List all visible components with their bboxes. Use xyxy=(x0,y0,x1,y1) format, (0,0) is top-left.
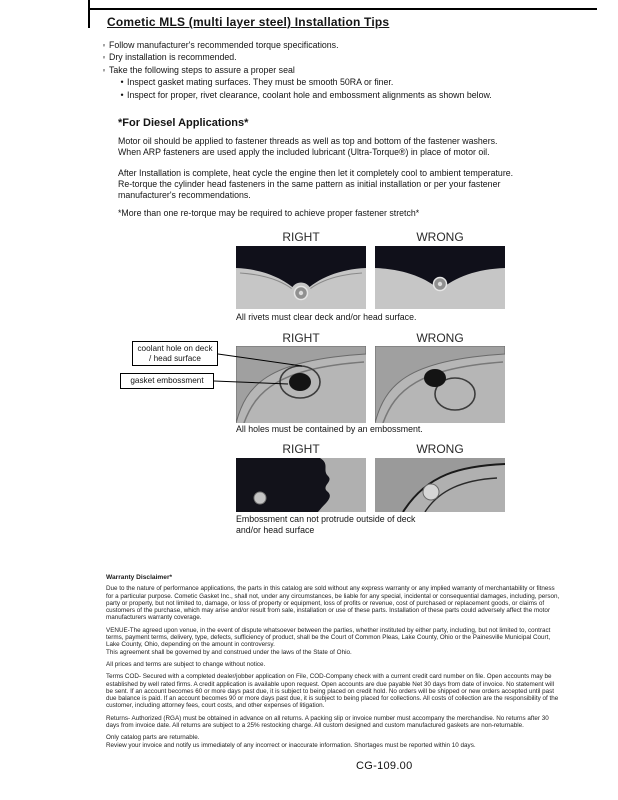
row3-caption-line1: Embossment can not protrude outside of deck xyxy=(236,514,416,524)
disclaimer-paragraph: VENUE-The agreed upon venue, in the event of dispute whatsoever between the parties, whether instituted by either party, including, but not limited to, contract terms, payment terms, delivery, type, defects, sufficiency of product, shall be the Court of Common Pleas, Lake County, Ohio or the Painesville Municipal Court, Lake County, Ohio, depending on the amount in controversy. xyxy=(106,626,551,649)
protrusion-wrong-illustration xyxy=(375,458,505,512)
callout-connector-lines xyxy=(210,340,320,400)
disclaimer-paragraph: Due to the nature of performance applications, the parts in this catalog are sold without any express warranty or any implied warranty of merchantability or fitness for a particular purpose. Cometic Gasket Inc., shall not, under any circumstances, be liable for any special, incidental or consequential damages, including, person, party or property, but not limited to, damage, or loss of property or equipment, loss of profits or revenue, cost of purchased or replacement goods, or claims of customers of the purchase, which may arise and/or result from sale, installation or use of these parts. Installation of these parts could adversely affect the motor manufacturers warranty coverage. xyxy=(106,585,560,622)
rivet-wrong-diagram xyxy=(375,246,505,309)
page-title: Cometic MLS (multi layer steel) Installation Tips xyxy=(107,15,390,29)
list-item xyxy=(99,53,539,63)
row3-caption-line2: and/or head surface xyxy=(236,524,315,535)
row1-caption: All rivets must clear deck and/or head surface. xyxy=(236,312,417,322)
row1-wrong-label: WRONG xyxy=(416,230,464,244)
embossment-wrong-illustration xyxy=(375,346,505,423)
disclaimer-paragraph: Only catalog parts are returnable. xyxy=(106,734,200,742)
disclaimer-paragraph: Review your invoice and notify us immediately of any incorrect or inaccurate information. Shortages must be reported within 10 days. xyxy=(106,741,476,749)
diesel-paragraph-2: After Installation is complete, heat cycle the engine then let it completely cool to ambient temperature. Re-torque the cylinder head fasteners in the same pattern as initial installation or per your fastener manufacturer's recommendations. xyxy=(118,168,514,201)
row3-right-label: RIGHT xyxy=(282,442,320,456)
disclaimer-paragraph: All prices and terms are subject to change without notice. xyxy=(106,660,266,668)
list-item xyxy=(99,66,539,76)
disclaimer-paragraph: Returns- Authorized (RGA) must be obtained in advance on all returns. A packing slip or invoice number must accompany the merchandise. No returns after 30 days from invoice date. All returns are subject to a 25% restocking charge. All custom designed and custom manufactured gaskets are non-returnable. xyxy=(106,714,549,730)
page-border-left-tick xyxy=(88,0,90,28)
bullet-marker: ◦ xyxy=(102,64,106,75)
tip-text: Inspect gasket mating surfaces. They must be smooth 50RA or finer. xyxy=(127,77,394,88)
embossment-wrong-diagram xyxy=(375,346,505,423)
row1-right-label: RIGHT xyxy=(282,230,320,244)
protrusion-right-diagram xyxy=(236,458,366,512)
list-item xyxy=(117,91,539,101)
gasket-embossment-callout: gasket embossment xyxy=(120,373,214,389)
rivet-right-illustration xyxy=(236,246,366,309)
row2-caption: All holes must be contained by an embossment. xyxy=(236,424,423,434)
diesel-applications-heading: *For Diesel Applications* xyxy=(118,117,249,129)
disclaimer-paragraph: Terms COD- Secured with a completed dealer/jobber application on File, COD-Company check with a current credit card number on file. Open accounts may be established by well rated firms. A credit application is available upon request. Open accounts are due payable Net 30 days from date of invoice. No statement will be sent. If an account becomes 60 or more days past due, it is subject to being placed on credit hold. No orders will be shipped or new orders accepted until past due balance is paid. If an account becomes 90 or more days past due, it is subject to being placed for collections. All costs of collection are the responsibility of the customer, including attorney fees, court costs, and other expenses of litigation. xyxy=(106,673,559,710)
coolant-hole-callout: coolant hole on deck / head surface xyxy=(132,341,218,366)
bullet-marker: ◦ xyxy=(102,52,106,63)
retorque-note: *More than one re-torque may be required to achieve proper fastener stretch* xyxy=(118,208,420,218)
rivet-right-diagram xyxy=(236,246,366,309)
row3-caption xyxy=(236,514,415,535)
bullet-marker: ◦ xyxy=(102,40,106,50)
tip-text: Take the following steps to assure a proper seal xyxy=(109,64,295,75)
rivet-wrong-illustration xyxy=(375,246,505,309)
warranty-disclaimer xyxy=(106,574,562,749)
disclaimer-paragraph: This agreement shall be governed by and construed under the laws of the State of Ohio. xyxy=(106,648,352,656)
row2-wrong-label: WRONG xyxy=(416,331,464,345)
disclaimer-heading: Warranty Disclaimer* xyxy=(106,574,173,581)
tip-text: Follow manufacturer's recommended torque specifications. xyxy=(109,40,339,50)
installation-tips-list xyxy=(99,41,539,103)
row2-right-label: RIGHT xyxy=(282,331,320,345)
list-item xyxy=(99,41,539,51)
row3-wrong-label: WRONG xyxy=(416,442,464,456)
page-code: CG-109.00 xyxy=(356,760,413,772)
sub-bullet-marker: • xyxy=(120,89,124,100)
protrusion-wrong-diagram xyxy=(375,458,505,512)
diesel-paragraph-1: Motor oil should be applied to fastener threads as well as top and bottom of the fastener washers. When ARP fasteners are used apply the included lubricant (Ultra-Torque®) in place of motor oil. xyxy=(118,136,498,158)
protrusion-right-illustration xyxy=(236,458,366,512)
page-border-top xyxy=(88,8,597,10)
list-item xyxy=(117,78,539,88)
sub-bullet-marker: • xyxy=(120,77,124,88)
tip-text: Dry installation is recommended. xyxy=(109,52,237,63)
tip-text: Inspect for proper, rivet clearance, coolant hole and embossment alignments as shown below. xyxy=(127,89,492,100)
